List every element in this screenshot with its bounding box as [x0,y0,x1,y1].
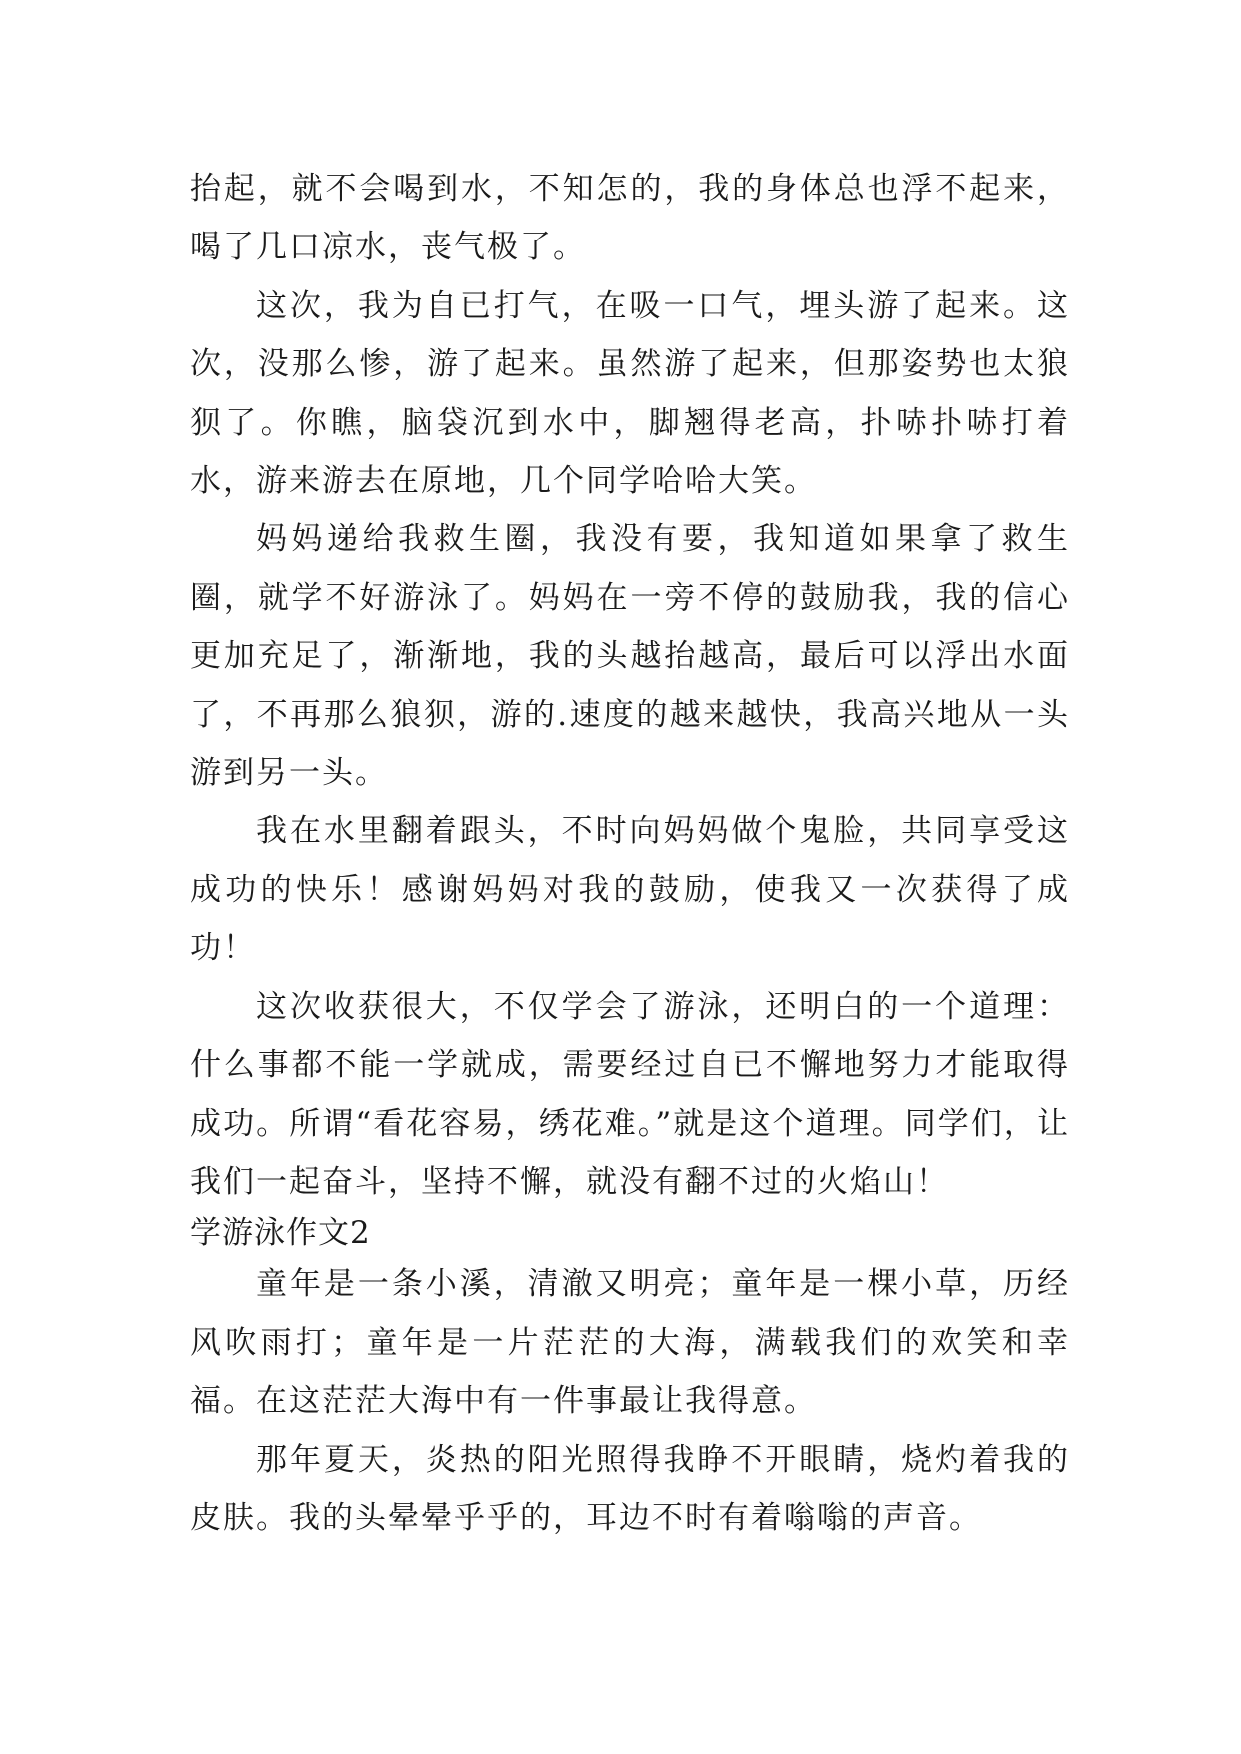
paragraph-7: 那年夏天，炎热的阳光照得我睁不开眼睛，烧灼着我的皮肤。我的头晕晕乎乎的，耳边不时有着嗡嗡的声音。 [190,1441,1070,1536]
document-body [190,160,1070,1547]
paragraph-5: 这次收获很大，不仅学会了游泳，还明白的一个道理：什么事都不能一学就成，需要经过自已不懈地努力才能取得成功。所谓“看花容易，绣花难。”就是这个道理。同学们，让我们一起奋斗，坚持不懈，就没有翻不过的火焰山！ [190,988,1070,1200]
paragraph-2: 这次，我为自已打气，在吸一口气，埋头游了起来。这次，没那么惨，游了起来。虽然游了起来，但那姿势也太狼狈了。你瞧，脑袋沉到水中，脚翘得老高，扑哧扑哧打着水，游来游去在原地，几个同学哈哈大笑。 [190,287,1070,500]
paragraph-1: 抬起，就不会喝到水，不知怎的，我的身体总也浮不起来，喝了几口凉水，丧气极了。 [190,171,1070,266]
essay-heading: 学游泳作文2 [190,1215,371,1252]
paragraph-4: 我在水里翻着跟头，不时向妈妈做个鬼脸，共同享受这成功的快乐！感谢妈妈对我的鼓励，使我又一次获得了成功！ [190,813,1070,967]
paragraph-6: 童年是一条小溪，清澈又明亮；童年是一棵小草，历经风吹雨打；童年是一片茫茫的大海，满载我们的欢笑和幸福。在这茫茫大海中有一件事最让我得意。 [190,1266,1070,1420]
paragraph-3: 妈妈递给我救生圈，我没有要，我知道如果拿了救生圈，就学不好游泳了。妈妈在一旁不停的鼓励我，我的信心更加充足了，渐渐地，我的头越抬越高，最后可以浮出水面了，不再那么狼狈，游的.速度的越来越快，我高兴地从一头游到另一头。 [190,521,1070,792]
